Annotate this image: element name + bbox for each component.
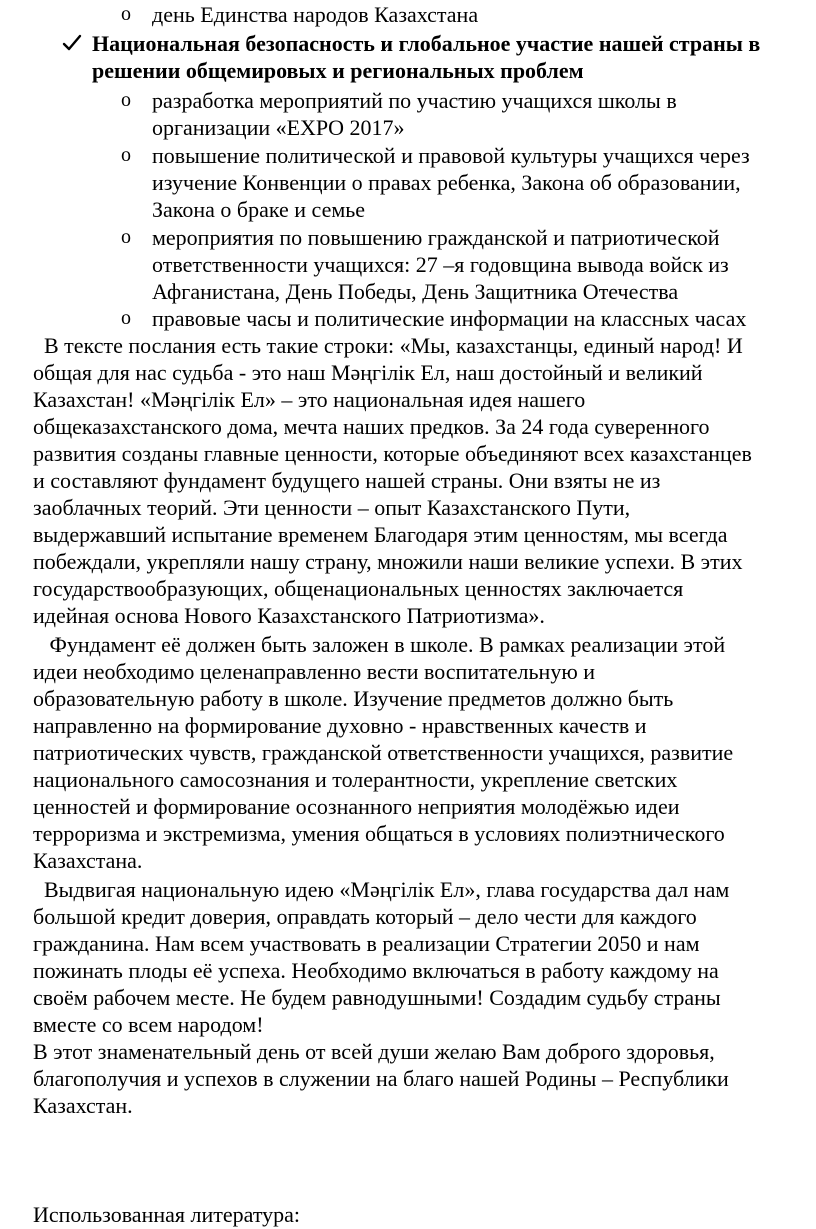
paragraph-line: ценностей и формирование осознанного неприятия молодёжью идеи [33,794,680,819]
paragraph-line: Казахстан! «Мәңгілік Ел» – это национальная идея нашего [33,387,586,412]
paragraph-line: и составляют фундамент будущего нашей страны. Они взяты не из [33,468,661,493]
paragraph-line: Фундамент её должен быть заложен в школе. В рамках реализации этой [33,632,726,657]
list-bullet: o [121,3,131,25]
references-heading: Использованная литература: [33,1202,301,1227]
list-item-expo-line: разработка мероприятий по участию учащихся школы в [152,88,677,113]
list-item-patriotic-line: ответственности учащихся: 27 –я годовщина вывода войск из [152,252,729,277]
paragraph-line: побеждали, укрепляли нашу страну, множили наши великие успехи. В этих [33,549,743,574]
paragraph-line: идеи необходимо целенаправленно вести воспитательную и [33,659,596,684]
list-item-legal-hours: правовые часы и политические информации на классных часах [152,306,747,331]
list-item-expo-line: организации «EXPO 2017» [152,115,405,140]
paragraph-line: образовательную работу в школе. Изучение предметов должно быть [33,686,674,711]
list-bullet: o [121,89,131,111]
paragraph-line: государствообразующих, общенациональных ценностях заключается [33,576,684,601]
paragraph-line: В этот знаменательный день от всей души желаю Вам доброго здоровья, [33,1039,715,1064]
paragraph-line: большой кредит доверия, оправдать который – дело чести для каждого [33,904,697,929]
paragraph-line: благополучия и успехов в служении на благо нашей Родины – Республики [33,1066,729,1091]
checkmark-icon [62,33,82,53]
list-bullet: o [121,307,131,329]
section-heading-line: решении общемировых и региональных проблем [92,58,584,83]
paragraph-line: гражданина. Нам всем участвовать в реализации Стратегии 2050 и нам [33,931,700,956]
paragraph-line: своём рабочем месте. Не будем равнодушными! Создадим судьбу страны [33,985,721,1010]
section-heading-line: Национальная безопасность и глобальное участие нашей страны в [92,31,761,56]
paragraph-line: национального самосознания и толерантности, укрепление светских [33,767,678,792]
paragraph-line: заоблачных теорий. Эти ценности – опыт Казахстанского Пути, [33,495,631,520]
paragraph-line: выдержавший испытание временем Благодаря этим ценностям, мы всегда [33,522,728,547]
paragraph-line: вместе со всем народом! [33,1012,264,1037]
paragraph-line: общая для нас судьба - это наш Мәңгілік Ел, наш достойный и великий [33,360,703,385]
paragraph-line: В тексте послания есть такие строки: «Мы, казахстанцы, единый народ! И [33,333,743,358]
list-bullet: o [121,226,131,248]
paragraph-line: Казахстан. [33,1093,133,1118]
list-item-legal-culture-line: повышение политической и правовой культуры учащихся через [152,143,750,168]
paragraph-line: Казахстана. [33,848,143,873]
list-item-unity-day: день Единства народов Казахстана [152,2,479,27]
list-item-patriotic-line: мероприятия по повышению гражданской и патриотической [152,225,720,250]
list-bullet: o [121,144,131,166]
paragraph-line: общеказахстанского дома, мечта наших предков. За 24 года суверенного [33,414,710,439]
paragraph-line: пожинать плоды её успеха. Необходимо включаться в работу каждому на [33,958,719,983]
paragraph-line: идейная основа Нового Казахстанского Патриотизма». [33,603,545,628]
paragraph-line: Выдвигая национальную идею «Мәңгілік Ел», глава государства дал нам [33,877,730,902]
paragraph-line: направленно на формирование духовно - нравственных качеств и [33,713,647,738]
paragraph-line: патриотических чувств, гражданской ответственности учащихся, развитие [33,740,734,765]
paragraph-line: терроризма и экстремизма, умения общаться в условиях полиэтнического [33,821,725,846]
list-item-legal-culture-line: изучение Конвенции о правах ребенка, Закона об образовании, [152,170,741,195]
list-item-legal-culture-line: Закона о браке и семье [152,197,366,222]
paragraph-line: развития созданы главные ценности, которые объединяют всех казахстанцев [33,441,752,466]
list-item-patriotic-line: Афганистана, День Победы, День Защитника Отечества [152,279,679,304]
